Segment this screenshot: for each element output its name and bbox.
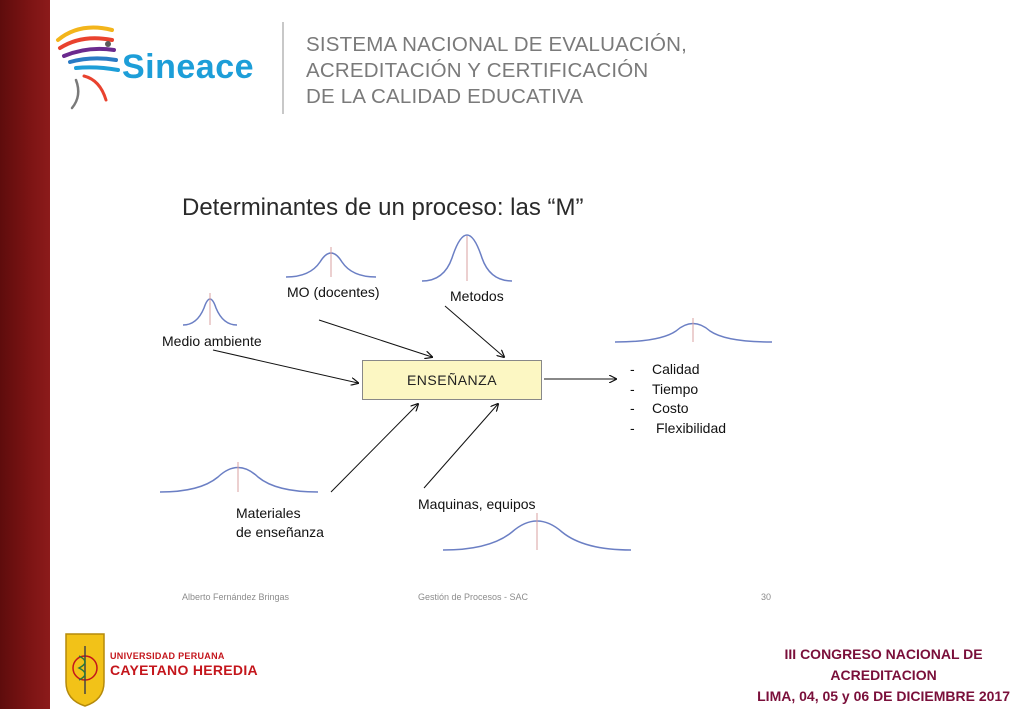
congress-info — [757, 644, 1010, 707]
output-item: - Calidad — [630, 361, 700, 377]
university-name — [110, 651, 258, 678]
label-metodos: Metodos — [450, 288, 504, 304]
label-materiales-2: de enseñanza — [236, 524, 324, 540]
curve-medio-ambiente — [183, 293, 237, 325]
university-line-2: CAYETANO HEREDIA — [110, 662, 258, 678]
slide-footer-author: Alberto Fernández Bringas — [182, 592, 290, 602]
congress-line-3: LIMA, 04, 05 y 06 DE DICIEMBRE 2017 — [757, 688, 1010, 704]
congress-line-2: ACREDITACION — [830, 667, 937, 683]
arrow-metodos — [445, 306, 504, 357]
label-materiales-1: Materiales — [236, 505, 301, 521]
outputs-list — [630, 360, 726, 438]
header-line-1: SISTEMA NACIONAL DE EVALUACIÓN, — [306, 33, 687, 56]
output-item: - Flexibilidad — [630, 419, 727, 436]
curve-maquinas — [443, 513, 631, 550]
arrow-medio-ambiente — [213, 350, 358, 383]
arrow-maquinas — [424, 404, 498, 488]
curve-metodos — [422, 235, 512, 281]
university-line-1: UNIVERSIDAD PERUANA — [110, 651, 225, 661]
slide-title: Determinantes de un proceso: las “M” — [182, 194, 584, 221]
arrow-materiales — [331, 404, 418, 492]
congress-line-1: III CONGRESO NACIONAL DE — [784, 646, 983, 662]
output-item: - Tiempo — [630, 380, 699, 397]
label-maquinas: Maquinas, equipos — [418, 496, 536, 512]
arrow-mo-docentes — [319, 320, 432, 357]
curve-materiales — [160, 462, 318, 492]
slide-footer-course: Gestión de Procesos - SAC — [418, 592, 529, 602]
label-mo-docentes: MO (docentes) — [287, 284, 380, 300]
slide-footer-page: 30 — [761, 592, 772, 602]
process-box: ENSEÑANZA — [362, 360, 542, 400]
output-item: - Costo — [630, 400, 689, 416]
curve-output — [615, 318, 772, 342]
header-line-2: ACREDITACIÓN Y CERTIFICACIÓN — [306, 59, 649, 82]
brand-name: Sineace — [122, 48, 255, 86]
header-line-3: DE LA CALIDAD EDUCATIVA — [306, 85, 584, 108]
label-medio-ambiente: Medio ambiente — [162, 333, 262, 349]
curve-mo-docentes — [286, 247, 376, 277]
